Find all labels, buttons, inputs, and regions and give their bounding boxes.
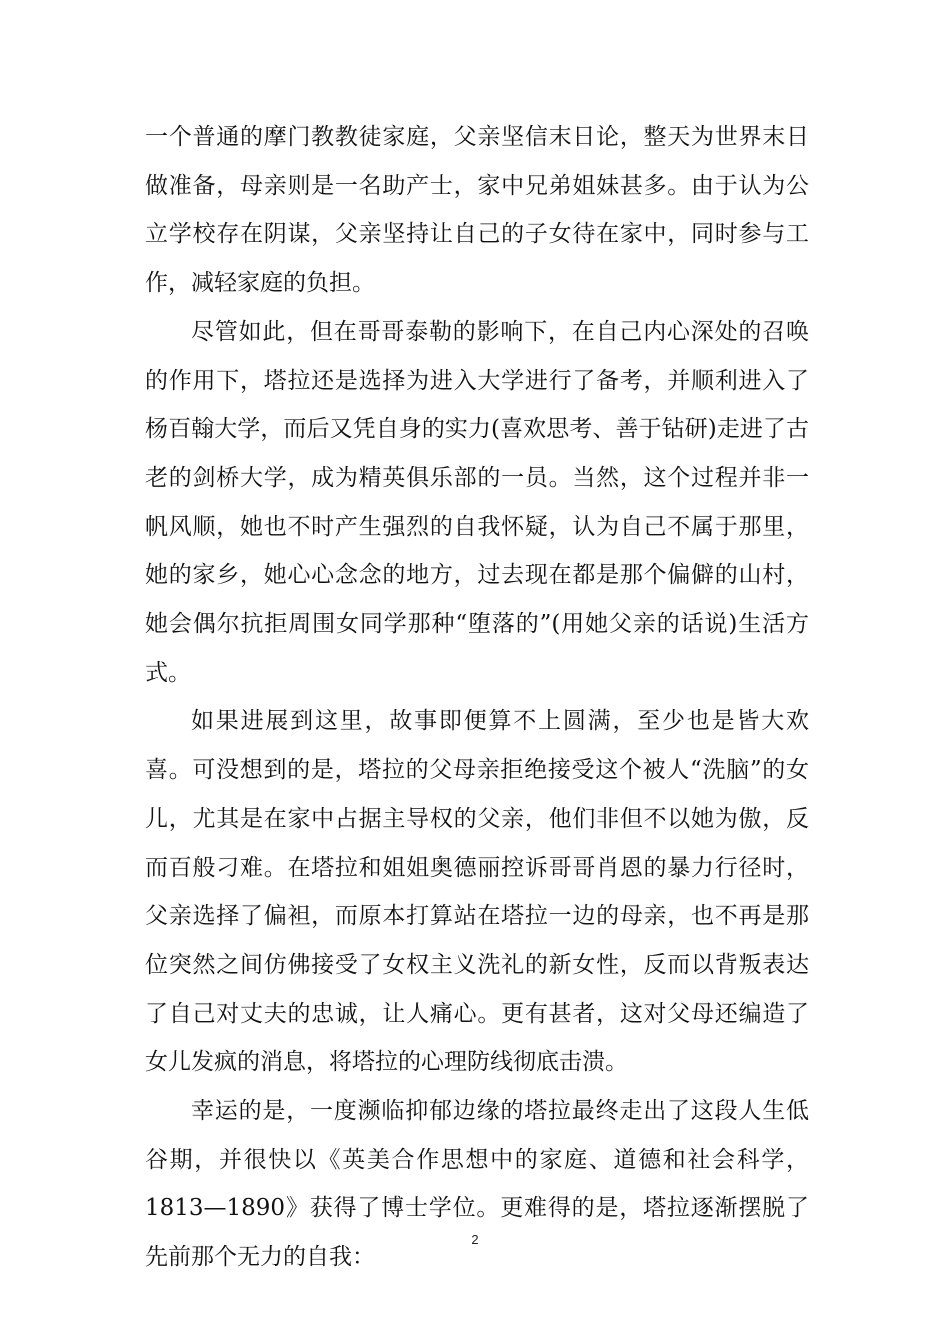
- paragraph-1: 一个普通的摩门教教徒家庭，父亲坚信末日论，整天为世界末日做准备，母亲则是一名助产士，家中兄弟姐妹甚多。由于认为公立学校存在阴谋，父亲坚持让自己的子女待在家中，同时参与工作，减轻家庭的负担。: [145, 124, 809, 297]
- paragraph-2: 尽管如此，但在哥哥泰勒的影响下，在自己内心深处的召唤的作用下，塔拉还是选择为进入大学进行了备考，并顺利进入了杨百翰大学，而后又凭自身的实力(喜欢思考、善于钻研)走进了古老的剑桥大学，成为精英俱乐部的一员。当然，这个过程并非一帆风顺，她也不时产生强烈的自我怀疑，认为自己不属于那里，她的家乡，她心心念念的地方，过去现在都是那个偏僻的山村，她会偶尔抗拒周围女同学那种“堕落的”(用她父亲的话说)生活方式。: [145, 318, 809, 686]
- paragraph-3: 如果进展到这里，故事即便算不上圆满，至少也是皆大欢喜。可没想到的是，塔拉的父母亲拒绝接受这个被人“洗脑”的女儿，尤其是在家中占据主导权的父亲，他们非但不以她为傲，反而百般刁难。在塔拉和姐姐奥德丽控诉哥哥肖恩的暴力行径时，父亲选择了偏袒，而原本打算站在塔拉一边的母亲，也不再是那位突然之间仿佛接受了女权主义洗礼的新女性，反而以背叛表达了自己对丈夫的忠诚，让人痛心。更有甚者，这对父母还编造了女儿发疯的消息，将塔拉的心理防线彻底击溃。: [145, 708, 809, 1076]
- body-text: [145, 113, 809, 1282]
- page-number: 2: [471, 1232, 479, 1247]
- paragraph-4: 幸运的是，一度濒临抑郁边缘的塔拉最终走出了这段人生低谷期，并很快以《英美合作思想中的家庭、道德和社会科学，1813—1890》获得了博士学位。更难得的是，塔拉逐渐摆脱了先前那个无力的自我：: [145, 1098, 809, 1271]
